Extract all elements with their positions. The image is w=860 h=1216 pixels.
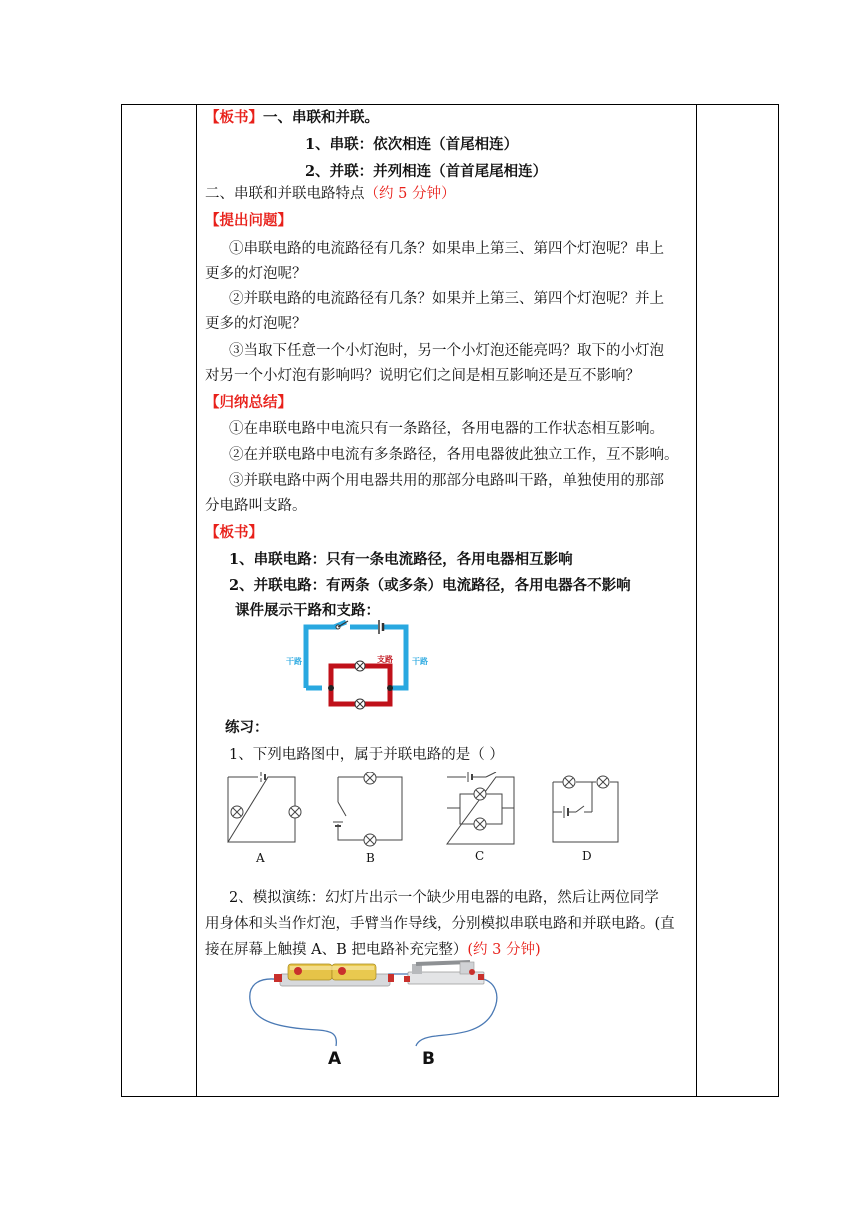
switch-blade bbox=[486, 772, 496, 777]
option-c-label: C bbox=[475, 849, 485, 863]
section2-title-line bbox=[205, 184, 455, 204]
wire-right bbox=[416, 978, 497, 1046]
question-2b: 更多的灯泡呢？ bbox=[205, 316, 307, 332]
summary-1: ①在串联电路中电流只有一条路径，各用电器的工作状态相互影响。 bbox=[229, 421, 664, 437]
board1-title-line bbox=[205, 108, 379, 128]
question-3b: 对另一个小灯泡有影响吗？说明它们之间是相互影响还是互不影响？ bbox=[205, 368, 640, 384]
table-bottom-border bbox=[121, 1096, 779, 1097]
switch-blade bbox=[338, 802, 346, 816]
branch-wire bbox=[331, 666, 390, 704]
lamp-icon bbox=[355, 699, 365, 709]
lamp-icon bbox=[289, 806, 301, 818]
summary-2: ②在并联电路中电流有多条路径，各用电器彼此独立工作，互不影响。 bbox=[229, 447, 679, 463]
board2-heading: 【板书】 bbox=[205, 524, 263, 541]
board1-parallel: 2、并联：并列相连（首首尾尾相连） bbox=[305, 163, 548, 180]
lamp-icon bbox=[364, 834, 376, 846]
table-col-line-2 bbox=[196, 104, 197, 1097]
exercise-q2b: 用身体和头当作灯泡，手臂当作导线，分别模拟串联电路和并联电路。(直 bbox=[205, 916, 675, 932]
label-a: A bbox=[328, 1049, 342, 1069]
battery-switch-photo bbox=[240, 950, 520, 1076]
board1-bracket: 【板书】 bbox=[205, 109, 263, 126]
label-b: B bbox=[422, 1049, 435, 1069]
switch-blade bbox=[576, 806, 584, 812]
lamp-icon bbox=[355, 661, 365, 671]
board1-title: 一、串联和并联。 bbox=[263, 109, 379, 126]
lamp-icon bbox=[563, 776, 575, 788]
option-a-label: A bbox=[256, 851, 265, 865]
board2-item-2: 2、并联电路：有两条（或多条）电流路径，各用电器各不影响 bbox=[229, 577, 631, 594]
branch-junction-left bbox=[328, 685, 334, 691]
circuit-option-d bbox=[548, 770, 628, 850]
exercise-heading: 练习： bbox=[225, 719, 269, 736]
option-d-label: D bbox=[582, 849, 592, 863]
lamp-icon bbox=[231, 806, 243, 818]
option-b-label: B bbox=[366, 851, 375, 865]
circuit-option-b bbox=[332, 772, 412, 852]
section2-title: 二、串联和并联电路特点 bbox=[205, 186, 365, 202]
board2-item-1: 1、串联电路：只有一条电流路径，各用电器相互影响 bbox=[229, 551, 573, 568]
summary-3a: ③并联电路中两个用电器共用的那部分电路叫干路，单独使用的那部 bbox=[229, 473, 664, 489]
board1-series: 1、串联：依次相连（首尾相连） bbox=[305, 136, 519, 153]
question-1b: 更多的灯泡呢？ bbox=[205, 266, 307, 282]
table-col-line-1 bbox=[121, 104, 122, 1097]
exercise-q2c: 接在屏幕上触摸 A、B 把电路补充完整） bbox=[205, 942, 468, 958]
lamp-icon bbox=[474, 818, 486, 830]
table-col-line-4 bbox=[778, 104, 779, 1097]
exercise-q2a: 2、模拟演练：幻灯片出示一个缺少用电器的电路，然后让两位同学 bbox=[229, 890, 659, 906]
question-1a: ①串联电路的电流路径有几条？如果串上第三、第四个灯泡呢？串上 bbox=[229, 241, 664, 257]
table-top-border bbox=[121, 104, 779, 105]
question-3a: ③当取下任意一个小灯泡时，另一个小灯泡还能亮吗？取下的小灯泡 bbox=[229, 343, 664, 359]
circuit-option-c bbox=[442, 772, 522, 852]
table-col-line-3 bbox=[696, 104, 697, 1097]
lamp-icon bbox=[364, 772, 376, 784]
battery-plus-icon bbox=[294, 967, 302, 975]
summary-3b: 分电路叫支路。 bbox=[205, 498, 307, 514]
summary-heading: 【归纳总结】 bbox=[205, 394, 292, 411]
trunk-branch-diagram bbox=[280, 618, 440, 714]
lamp-icon bbox=[597, 776, 609, 788]
trunk-label-left: 干路 bbox=[286, 657, 302, 666]
question-2a: ②并联电路的电流路径有几条？如果并上第三、第四个灯泡呢？并上 bbox=[229, 291, 664, 307]
branch-junction-right bbox=[387, 685, 393, 691]
wire-left bbox=[250, 979, 337, 1046]
exercise-q1: 1、下列电路图中，属于并联电路的是（ ） bbox=[229, 747, 504, 763]
board2-item-3: 课件展示干路和支路： bbox=[235, 602, 380, 619]
lamp-icon bbox=[474, 788, 486, 800]
questions-heading: 【提出问题】 bbox=[205, 212, 292, 229]
section2-time: （约 5 分钟） bbox=[364, 186, 456, 202]
battery-plus-icon bbox=[338, 967, 346, 975]
exercise-q2-time: (约 3 分钟) bbox=[467, 942, 541, 958]
trunk-label-right: 干路 bbox=[412, 657, 428, 666]
branch-label: 支路 bbox=[377, 655, 393, 664]
circuit-option-a bbox=[223, 772, 303, 852]
